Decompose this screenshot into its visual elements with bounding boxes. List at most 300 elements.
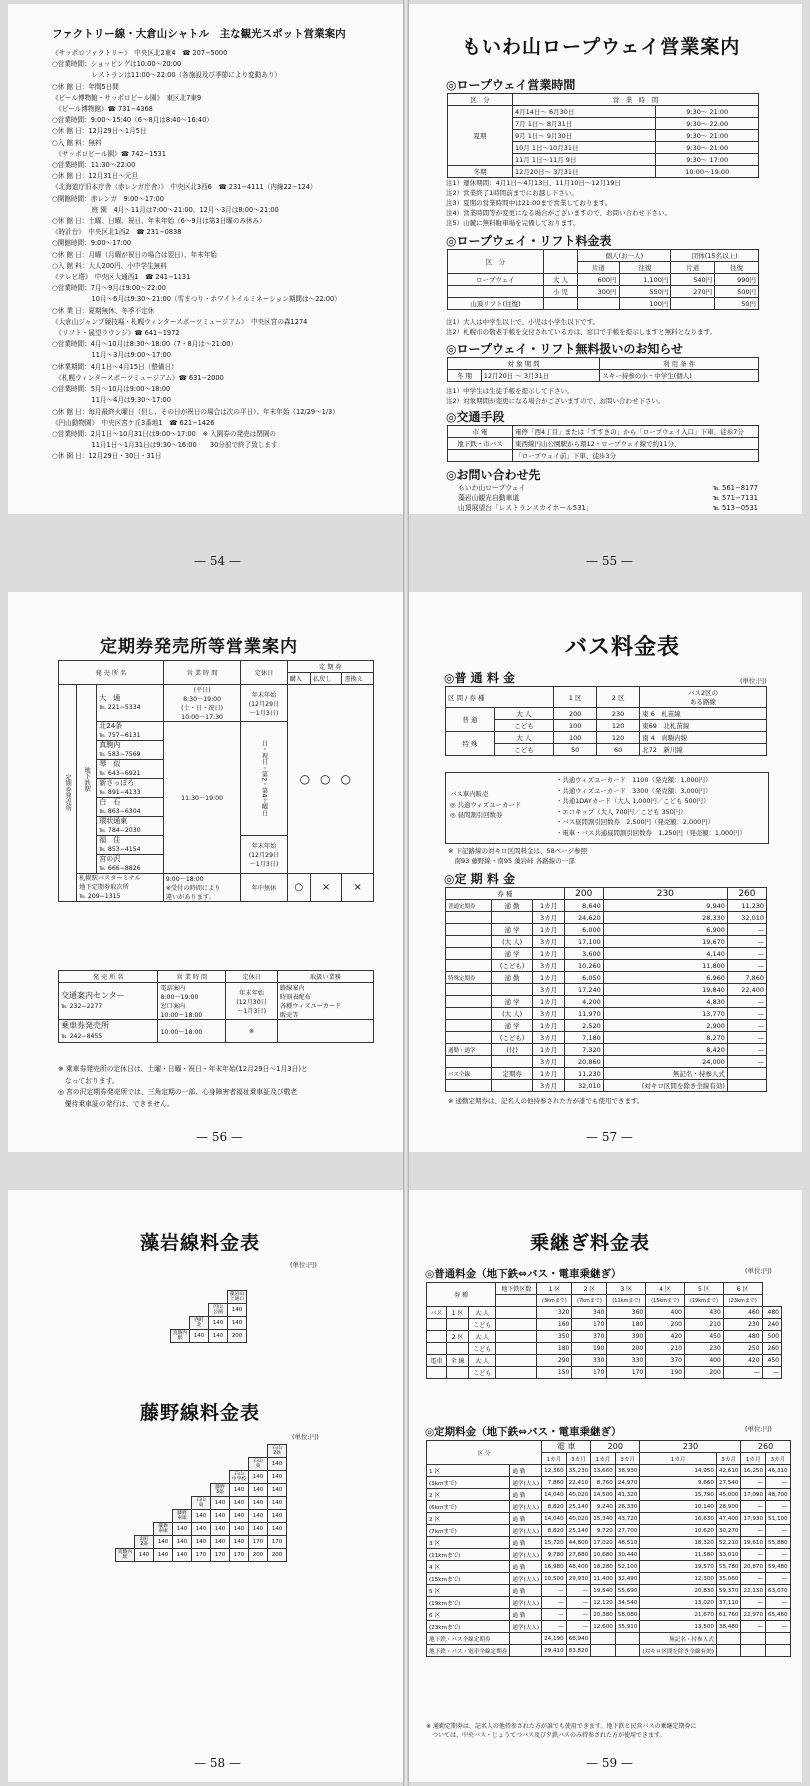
p57-teiki-200: 2,520 <box>564 1020 603 1032</box>
p55-access-desc: 電停「西4丁目」または「すすきの」から「ロープウェイ入口」下車、徒歩7分 <box>513 426 759 438</box>
p55-access-mode <box>448 450 513 462</box>
p57-teiki-group <box>446 1008 492 1020</box>
p56-station-name <box>97 779 164 798</box>
p59-teiki-cell: 17,020 <box>591 1537 616 1549</box>
p59-normal-cell: — <box>723 1367 762 1379</box>
p59-normal-cell: 170 <box>572 1319 607 1331</box>
p59-teiki-cell: 通 勤 <box>510 1465 542 1477</box>
p56-ticket-row <box>59 1020 374 1043</box>
p58-stair-blank <box>249 1445 268 1458</box>
p57-teiki-200: 17,100 <box>564 936 603 948</box>
p57-normal-kind: 特 殊 <box>446 732 495 756</box>
p58-stair-blank <box>116 1484 135 1497</box>
p58-stair-blank <box>154 1445 173 1458</box>
p54-line: ○営業時間：9:00〜15:40（6〜8月は8:40〜16:40） <box>52 116 213 125</box>
p57-teiki-period: 1カ月 <box>533 1020 564 1032</box>
p58-stair-blank <box>135 1523 154 1536</box>
p54-line: ○休 館 日：毎月最終火曜日（但し、その日が祝日の場合は次の平日）、年末年始（12/29〜1/3） <box>52 407 339 416</box>
p59-teiki-cell: 通学(大人) <box>510 1501 542 1513</box>
p59-normal-row <box>427 1343 782 1355</box>
p59-teiki-cell: 14,040 <box>542 1489 567 1501</box>
p56-head-hours: 営 業 時 間 <box>163 661 241 685</box>
p59-normal-blank <box>496 1355 537 1367</box>
p57-normal-age: 大 人 <box>494 708 553 720</box>
p59-teiki-cell: 55,690 <box>615 1585 640 1597</box>
p56-yearend: 年末年始 (12月29日 〜1月3日) <box>241 685 287 722</box>
p57-route: 北72 新川線 <box>640 744 767 756</box>
p59-teiki-cell: 18,320 <box>640 1537 717 1549</box>
p57-teiki-260 <box>727 1080 766 1092</box>
p59-teiki-heading: ◎定期料金（地下鉄⇔バス・電車乗継ぎ） <box>425 1426 622 1438</box>
p54-line: ○休 館 日：年間5日間 <box>52 82 119 91</box>
p59-normal-row <box>427 1331 782 1343</box>
p56-pass-table <box>58 660 374 902</box>
p59-normal-cell <box>427 1331 447 1343</box>
p59-normal-cell: 210 <box>685 1319 724 1331</box>
p59-teiki-sub: 3カ月 <box>615 1453 640 1465</box>
p59-normal-cell: こども <box>469 1367 496 1379</box>
p57-teiki-row <box>446 912 767 924</box>
p59-normal-cell: 210 <box>646 1343 685 1355</box>
p59-normal-head: 6 区 <box>723 1283 762 1295</box>
p59-teiki-cell: 83,820 <box>566 1645 591 1657</box>
p58-stair-blank <box>192 1471 211 1484</box>
p57-teiki-group: 普通定期券 <box>446 900 492 912</box>
p55-fare-cell <box>543 298 578 310</box>
p59-teiki-sub: 1カ月 <box>591 1453 616 1465</box>
p57-teiki-row <box>446 1080 767 1092</box>
p59-teiki-cell: 16,250 <box>741 1465 766 1477</box>
p59-teiki-cell: 42,610 <box>716 1465 741 1477</box>
p57-teiki-type: (こども) <box>491 960 533 972</box>
p59-teiki-cell: 24,970 <box>615 1477 640 1489</box>
p57-teiki-group: バス全線 <box>446 1068 492 1080</box>
p59-teiki-cell: 27,700 <box>615 1525 640 1537</box>
p59-teiki-cell: 8,760 <box>591 1477 616 1489</box>
p59-teiki-cell: 14,950 <box>640 1465 717 1477</box>
p59-teiki-cell: 35,910 <box>615 1621 640 1633</box>
p58-stair-blank <box>211 1471 230 1484</box>
p59-normal-cell: こども <box>469 1343 496 1355</box>
p59-normal-cell: 190 <box>572 1343 607 1355</box>
p56-vertical-sub: 地下鉄駅 <box>77 685 97 874</box>
p57-normal-age: こども <box>494 720 553 732</box>
p57-teiki-200: 10,260 <box>564 960 603 972</box>
p57-card-line: ・エコキップ（大人 700円／こども 350円） <box>556 807 687 816</box>
p59-normal-cell: 420 <box>646 1331 685 1343</box>
p57-normal-fare2: 120 <box>597 732 640 744</box>
p54-line: ○休 館 日：12月29日〜1月5日 <box>52 127 147 136</box>
p59-title: 乗継ぎ料金表 <box>530 1232 651 1254</box>
p59-teiki-cell: 14,040 <box>542 1513 567 1525</box>
p57-teiki-head: 200 <box>564 888 603 900</box>
p56-note: ※ 乗車券発売所の定休日は、土曜・日曜・祝日・年末年始(12月29日〜1月3日)と <box>58 1065 308 1073</box>
p59-teiki-cell: 13,500 <box>640 1621 717 1633</box>
p57-teiki-kind: 券 種 <box>446 888 565 900</box>
p57-normal-age: 大 人 <box>494 732 553 744</box>
p59-normal-cell <box>446 1319 468 1331</box>
p57-teiki-type: 通 学 <box>491 948 533 960</box>
p58-stair-blank <box>154 1484 173 1497</box>
p58-stair-blank <box>135 1458 154 1471</box>
p54-line: 《ビール博物館・サッポロビール園》 東区北7東9 <box>52 93 202 102</box>
p55-fare-row <box>448 298 759 310</box>
p58-fare-cell: 140 <box>268 1484 287 1497</box>
p58-stair-row <box>116 1458 287 1471</box>
p57-teiki-period: 3カ月 <box>533 960 564 972</box>
p59-teiki-cell: 25,140 <box>566 1525 591 1537</box>
p54-line: 《時計台》 中央区北1西2 ☎ 231−0838 <box>52 228 182 237</box>
p55-hours-table <box>447 93 759 178</box>
p54-line: ○入 館 料：大人200円、小中学生無料 <box>52 261 167 270</box>
p59-teiki-cell: (7kmまで) <box>427 1525 510 1537</box>
p59-teiki-cell: 52,210 <box>716 1537 741 1549</box>
p59-teiki-cell: 48,700 <box>766 1489 791 1501</box>
p55-contact-row <box>458 493 758 503</box>
p59-teiki-cell: 52,100 <box>615 1561 640 1573</box>
p57-teiki-230: 19,840 <box>603 984 727 996</box>
p58-fare-cell: 140 <box>268 1458 287 1471</box>
p59-normal-cell: 2 区 <box>446 1331 468 1343</box>
p59-teiki-cell <box>766 1645 791 1657</box>
p57-teiki-200: 8,640 <box>564 900 603 912</box>
p59-teiki-cell: 10,620 <box>640 1525 717 1537</box>
p59-teiki-cell: 59,480 <box>766 1561 791 1573</box>
p56-head2: 定休日 <box>226 971 277 983</box>
p57-head-route: バス2区の ある路線 <box>640 687 767 708</box>
p54-line: 《テレビ塔》 中央区大通西1 ☎ 241−1131 <box>52 273 191 282</box>
p58-stair-row <box>171 1291 247 1304</box>
p57-teiki-group <box>446 912 492 924</box>
p54-line: ○営業時間：2月1日〜10月31日は9:00〜17:00 ※ 入園券の発売は閉園の <box>52 429 277 438</box>
p59-teiki-row <box>427 1621 791 1633</box>
p59-normal-sub: (15kmまで) <box>646 1295 685 1307</box>
p59-normal-cell: 全 線 <box>446 1355 468 1367</box>
p58-stair-blank <box>192 1445 211 1458</box>
p55-fare-cell: 300円 <box>578 286 619 298</box>
p59-teiki-cell: 通 勤 <box>510 1513 542 1525</box>
p55-page-number: — 55 — <box>586 554 633 568</box>
p54-line: ○休業期間：4月1日〜4月15日（整備日） <box>52 362 178 371</box>
p57-teiki-230: 無記名・持参人式 <box>603 1068 727 1080</box>
p59-unit-2: (単位:円) <box>745 1425 772 1433</box>
p59-teiki-cell: 68,940 <box>566 1633 591 1645</box>
p59-normal-cell: 1 区 <box>446 1307 468 1319</box>
p55-fare-note: 注1）大人は中学生以上で、小児は小学生以下です。 <box>446 318 599 326</box>
p58-stair-blank <box>230 1445 249 1458</box>
p59-teiki-cell: 無記名・持参人式 <box>640 1633 717 1645</box>
p55-fare-head-indiv: 個人(お一人) <box>578 250 671 262</box>
p57-teiki-200: 6,050 <box>564 972 603 984</box>
p58-unit: (単位:円) <box>290 1261 317 1269</box>
p57-normal-heading: ◎普 通 料 金 <box>444 671 516 685</box>
p55-hours-period: 11月 1日〜11月 9日 <box>513 154 656 166</box>
p55-free-cell: スキー持参の小・中学生(個人) <box>600 370 759 382</box>
p55-fare-note: 注2）札幌市の敬老手帳を交付されている方は、窓口で手帳を提示しますと無料となります。 <box>446 328 717 336</box>
p57-teiki-230: 28,330 <box>603 912 727 924</box>
p59-teiki-cell: 11,580 <box>640 1549 717 1561</box>
p57-card-label-box <box>450 789 550 821</box>
p59-teiki-cell <box>741 1645 766 1657</box>
p57-teiki-type: 通 学 <box>491 924 533 936</box>
p59-teiki-cell: (6kmまで) <box>427 1501 510 1513</box>
p56-station-name <box>97 741 164 760</box>
p54-line: 11月〜3月は9:00〜17:00 <box>52 351 171 360</box>
p57-teiki-row <box>446 1020 767 1032</box>
p59-normal-cell: 500 <box>762 1331 781 1343</box>
p57-teiki-row <box>446 984 767 996</box>
p57-teiki-260: — <box>727 1020 766 1032</box>
p57-teiki-type: (付) <box>491 1044 533 1056</box>
p57-teiki-row <box>446 1008 767 1020</box>
p57-teiki-head: 230 <box>603 888 727 900</box>
p56-station-label: 福 住 <box>99 836 121 844</box>
p59-teiki-cell: 22,970 <box>741 1609 766 1621</box>
p59-normal-cell: 290 <box>537 1355 572 1367</box>
p58-fare-cell: 140 <box>173 1536 192 1549</box>
p57-teiki-type <box>491 1056 533 1068</box>
p59-normal-row <box>427 1319 782 1331</box>
p59-normal-cell: 330 <box>572 1355 607 1367</box>
p58-stop-name: 石山 東 <box>249 1458 268 1471</box>
p59-normal-table <box>426 1282 782 1379</box>
p59-normal-cell: 320 <box>537 1307 572 1319</box>
p59-normal-head: 2 区 <box>572 1283 607 1295</box>
p57-teiki-type: 通 学 <box>491 1020 533 1032</box>
p57-teiki-type: 通 勤 <box>491 972 533 984</box>
p56-title: 定期券発売所等営業案内 <box>100 637 298 657</box>
p58-fare-cell: 140 <box>249 1510 268 1523</box>
p57-teiki-260: 32,010 <box>727 912 766 924</box>
p57-teiki-230: 4,830 <box>603 996 727 1008</box>
p59-teiki-row <box>427 1477 791 1489</box>
p57-teiki-row <box>446 1044 767 1056</box>
p57-teiki-period: 3カ月 <box>533 1056 564 1068</box>
p55-hours-period: 10月 1日〜10月31日 <box>513 142 656 154</box>
p57-teiki-260: 11,230 <box>727 900 766 912</box>
p56-office-phone: ℡ 232−2277 <box>61 1003 103 1010</box>
p59-normal-sub: (7kmまで) <box>572 1295 607 1307</box>
p54-line: ○営業時間：ショッピングは10:00〜20:00 <box>52 60 182 69</box>
p58-stop-name: 円山 公園 <box>209 1304 228 1317</box>
p59-teiki-cell: — <box>566 1597 591 1609</box>
p59-normal-cell: 160 <box>537 1319 572 1331</box>
p59-teiki-cell: 29,930 <box>566 1573 591 1585</box>
p59-teiki-cell: 9,240 <box>591 1501 616 1513</box>
p54-line: 《大倉山ジャンプ競技場・札幌ウィンタースポーツミュージアム》 中央区宮の森1274 <box>52 317 308 326</box>
p57-teiki-group <box>446 960 492 972</box>
p59-teiki-cell: 12,360 <box>542 1465 567 1477</box>
p56-station-label: 琴 似 <box>99 760 121 768</box>
p58-fare-cell: 140 <box>192 1523 211 1536</box>
p56-station-name <box>97 855 164 874</box>
p59-teiki-cell: (3kmまで) <box>427 1477 510 1489</box>
p57-teiki-period: 1カ月 <box>533 924 564 936</box>
p59-normal-cell: — <box>762 1367 781 1379</box>
p59-teiki-cell <box>716 1645 741 1657</box>
p57-teiki-200: 11,230 <box>564 1068 603 1080</box>
p59-teiki-cell: 44,800 <box>566 1537 591 1549</box>
p59-normal-cell: バス <box>427 1307 447 1319</box>
p58-stair-blank <box>171 1304 190 1317</box>
p57-teiki-group <box>446 936 492 948</box>
p55-summer-label: 夏期 <box>448 106 513 166</box>
p59-normal-cell <box>427 1343 447 1355</box>
p59-teiki-cell <box>766 1633 791 1645</box>
p59-normal-cell: 170 <box>607 1367 646 1379</box>
p56-station-phone: ℡ 666−8826 <box>99 865 141 872</box>
p58-fujino-table <box>115 1444 287 1562</box>
p59-teiki-cell: 18,280 <box>591 1561 616 1573</box>
p59-teiki-cell: 通学(大人) <box>510 1525 542 1537</box>
p57-teiki-230: 6,900 <box>603 924 727 936</box>
p59-teiki-cell: 10,500 <box>542 1573 567 1585</box>
p59-normal-head: 3 区 <box>607 1283 646 1295</box>
p57-teiki-type: (大 人) <box>491 936 533 948</box>
p58-stair-row <box>116 1536 287 1549</box>
p56-station-label: 環状通東 <box>99 817 128 825</box>
p59-normal-cell: 260 <box>762 1343 781 1355</box>
p58-fare-cell: 140 <box>268 1523 287 1536</box>
p55-hours-note: 注4）営業時間等が変更になる場合がございますので、お問い合わせ下さい。 <box>446 209 672 217</box>
p58-stair-blank <box>116 1471 135 1484</box>
p56-bus-mark: ○ <box>287 874 310 902</box>
p59-teiki-cell <box>510 1645 542 1657</box>
p59-teiki-row <box>427 1645 791 1657</box>
p58-fare-cell: 140 <box>249 1484 268 1497</box>
p59-normal-cell: 350 <box>537 1331 572 1343</box>
p58-stair-blank <box>154 1458 173 1471</box>
p59-teiki-cell: 16,980 <box>542 1561 567 1573</box>
p58-stair-blank <box>190 1304 209 1317</box>
p59-teiki-cell: 19,570 <box>640 1561 717 1573</box>
p55-fare-cell: 50円 <box>715 298 759 310</box>
p55-hours-time: 9:30〜 21:00 <box>656 142 759 154</box>
p57-head-2: 2 区 <box>597 687 640 708</box>
p59-teiki-cell: 通学(大人) <box>510 1573 542 1585</box>
p55-winter-label: 冬期 <box>448 166 513 178</box>
p59-teiki-cell: 27,540 <box>716 1477 741 1489</box>
p55-free-note: 注1）中学生は生徒手帳を提示して下さい。 <box>446 387 574 395</box>
p58-fare-cell: 140 <box>230 1523 249 1536</box>
p55-contact-phone: ℡ 571−7131 <box>712 494 758 502</box>
p58-fare-cell: 140 <box>209 1317 228 1330</box>
p57-teiki-230: (対キロ区間を除き全線有効) <box>603 1080 727 1092</box>
p57-teiki-type <box>491 912 533 924</box>
p56-bus-rest: 年中無休 <box>241 874 287 902</box>
p57-teiki-row <box>446 1056 767 1068</box>
p57-teiki-260: — <box>727 1044 766 1056</box>
p56-head-pass: 定 期 券 <box>287 661 373 673</box>
p55-free-notes <box>446 386 665 406</box>
p55-free-table <box>447 357 759 382</box>
p57-teiki-230: 11,800 <box>603 960 727 972</box>
p57-teiki-type <box>491 984 533 996</box>
p58-stair-row <box>116 1471 287 1484</box>
p57-teiki-260: — <box>727 1008 766 1020</box>
p55-contact-name: 藻岩山観光自動車道 <box>458 494 520 502</box>
p58-stop-name: 簾舞 車庫 <box>154 1523 173 1536</box>
p57-teiki-period: 3カ月 <box>533 1080 564 1092</box>
p55-fare-cell <box>578 298 619 310</box>
p57-teiki-230: 8,270 <box>603 1032 727 1044</box>
p58-stair-blank <box>173 1484 192 1497</box>
p55-free-head-cond: 利 用 条 件 <box>600 358 759 370</box>
p56-page-number: — 56 — <box>196 1130 243 1144</box>
p58-stair-blank <box>154 1497 173 1510</box>
p56-station-label: 真駒内 <box>99 741 121 749</box>
p56-office-duty: 路線案内 時刻表配布 各種ウィズユーカード 販売等 <box>277 983 373 1020</box>
p54-line: 《円山動物園》 中央区宮ケ丘3番地1 ☎ 621−1426 <box>52 418 215 427</box>
p56-station-phone: ℡ 757−6131 <box>99 732 141 739</box>
p59-teiki-cell: 59,370 <box>716 1585 741 1597</box>
p55-fare-notes <box>446 317 716 337</box>
p59-teiki-head: 230 <box>640 1441 741 1453</box>
p59-teiki-cell: 12,300 <box>640 1573 717 1585</box>
p57-teiki-type: 定期券 <box>491 1068 533 1080</box>
p57-normal-fare2: 60 <box>597 744 640 756</box>
p59-teiki-cell: 11,400 <box>591 1573 616 1585</box>
p54-body <box>52 48 397 463</box>
p57-teiki-period: 3カ月 <box>533 1032 564 1044</box>
p55-contact-phone: ℡ 561−8177 <box>712 484 758 492</box>
p57-normal-fare1: 100 <box>554 732 597 744</box>
p54-line: 11月1日〜1月31日は9:30〜16:00 30分前で終了致します <box>52 441 278 450</box>
p59-normal-cell: 170 <box>572 1367 607 1379</box>
p58-fare-cell: 140 <box>249 1471 268 1484</box>
p58-stair-blank <box>192 1484 211 1497</box>
p59-teiki-row <box>427 1609 791 1621</box>
p59-teiki-cell <box>741 1633 766 1645</box>
p57-card-line: ・バス昼間割引回数券 2,500円（発売額：2,000円） <box>556 818 715 826</box>
p59-normal-sub <box>496 1295 537 1307</box>
p59-teiki-cell: 22,130 <box>741 1585 766 1597</box>
p59-normal-head: 地下鉄区数 <box>496 1283 537 1295</box>
p59-teiki-row <box>427 1513 791 1525</box>
p55-hours-time: 10:00〜19:00 <box>656 166 759 178</box>
p59-teiki-cell: 35,060 <box>716 1573 741 1585</box>
p58-stair-row <box>116 1497 287 1510</box>
p59-teiki-cell: 5 区 <box>427 1585 510 1597</box>
p58-fare-cell: 140 <box>154 1536 173 1549</box>
p54-line: 11月〜4月は9:30〜17:00 <box>52 396 171 405</box>
p57-teiki-200: 11,970 <box>564 1008 603 1020</box>
p59-teiki-cell: 9,660 <box>640 1477 717 1489</box>
p58-stair-blank <box>230 1458 249 1471</box>
p57-teiki-group <box>446 948 492 960</box>
p59-teiki-cell: 13,020 <box>640 1597 717 1609</box>
p56-office <box>59 1020 158 1043</box>
p59-teiki-cell: 4 区 <box>427 1561 510 1573</box>
p58-fare-cell: 140 <box>249 1523 268 1536</box>
p59-teiki-cell: — <box>766 1573 791 1585</box>
p58-fare-cell: 140 <box>249 1497 268 1510</box>
p54-line: 《北海道庁旧本庁舎（赤レンガ庁舎）》 中央区北3西6 ☎ 231−4111（内線22−124） <box>52 183 317 192</box>
p59-teiki-cell: — <box>766 1621 791 1633</box>
p59-normal-blank <box>496 1319 537 1331</box>
p59-teiki-cell: 41,320 <box>615 1489 640 1501</box>
p54-line: ○休 業 日：夏期無休、冬季不定休 <box>52 306 155 315</box>
p59-teiki-cell: 3 区 <box>427 1537 510 1549</box>
p54-line: レストランは11:00〜22:00（各施設及び季節により変動あり） <box>52 71 282 80</box>
p57-teiki-heading: ◎定 期 料 金 <box>444 872 516 886</box>
p59-teiki-table <box>426 1440 791 1657</box>
p57-teiki-period: 1カ月 <box>533 972 564 984</box>
p55-fare-row <box>448 286 759 298</box>
p59-teiki-cell: (15kmまで) <box>427 1573 510 1585</box>
p56-office-name: 交通案内センター <box>61 991 125 1000</box>
p59-normal-cell: こども <box>469 1319 496 1331</box>
